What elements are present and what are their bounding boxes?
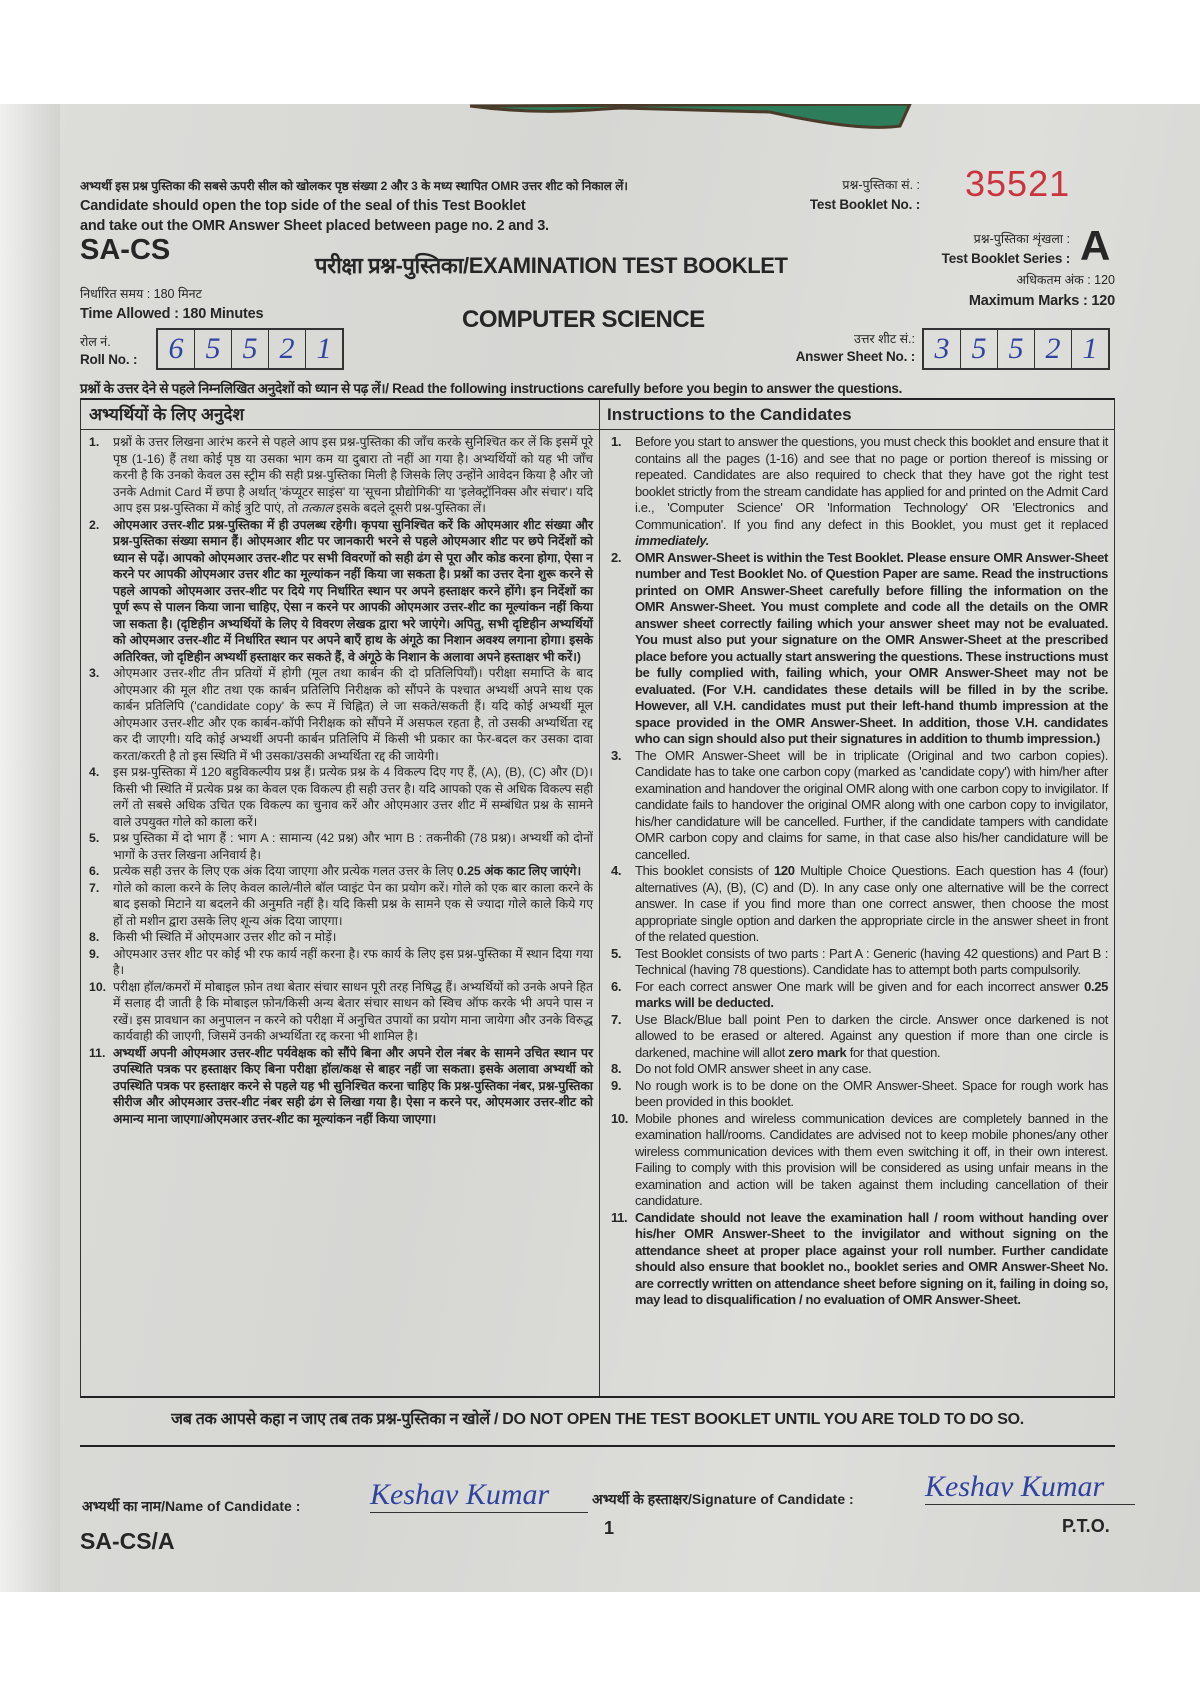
instruction-item (611, 946, 1108, 979)
instruction-text (113, 979, 593, 1045)
instruction-number: 1. (611, 434, 622, 449)
roll-no-label-hi: रोल नं. (80, 335, 111, 349)
instructions-box (80, 398, 1115, 1398)
instruction-number: 8. (89, 930, 100, 944)
instruction-text (113, 434, 593, 517)
instruction-number: 7. (89, 880, 100, 895)
instruction-text-segment: गोले को काला करने के लिए केवल काले/नीले बॉल प्वाइंट पेन का प्रयोग करें। गोले को एक बार काला करने के बाद इसको मिटाने या बदलने की अनुमति नहीं है। यदि किसी प्रश्न के सामने एक से ज्यादा गोले काले किये गए हों तो मशीन द्वारा उसके लिए शून्य अंक दिया जाएगा। (113, 880, 593, 928)
instruction-text-segment: OMR Answer-Sheet is within the Test Booklet. Please ensure OMR Answer-Sheet number and Test Booklet No. of Question Paper are same. Read the instructions printed on OMR Answer-Sheet carefully before filling the information on the OMR Answer-Sheet. You must complete and code all the details on the OMR answer sheet correctly failing which your answer sheet may not be evaluated. You must also put your signature on the OMR Answer-Sheet at the prescribed place before you actually start answering the questions. These instructions must be fully complied with, failing which, your OMR Answer-Sheet may not be evaluated. (For V.H. candidates these details will be filled in by the scribe. However, all V.H. candidates must put their left-hand thumb impression at the space provided in the OMR Answer-Sheet. In addition, those V.H. candidates who can sign should also put their signatures in addition to thumb impression.) (635, 549, 1108, 746)
instruction-item (611, 748, 1108, 864)
instruction-item (89, 517, 593, 666)
instruction-number: 3. (611, 747, 622, 763)
instruction-text-segment: 120 (773, 863, 795, 878)
roll-digit: 1 (316, 332, 332, 365)
instruction-text-segment: Test Booklet consists of two parts : Part A : Generic (having 42 questions) and Part B : Technical (having 78 questions). Candidate has to attempt both parts compulsorily. (635, 945, 1108, 977)
instruction-text (635, 550, 1108, 748)
instruction-item (611, 1111, 1108, 1210)
instruction-text (635, 1012, 1108, 1062)
page-edge-shadow (0, 104, 60, 1592)
instruction-item (611, 1061, 1108, 1078)
instruction-number: 3. (89, 666, 100, 680)
answer-sheet-digit: 1 (1082, 332, 1098, 365)
instruction-text (113, 517, 593, 666)
instruction-text-segment: Multiple Choice Questions. Each question has 4 (four) alternatives (A), (B), (C) and (D). In any case only one alternative will be the correct answer. In case if you find more than one correct answer, then choose the most appropriate single option and darken the appropriate circle in the answer sheet in front of the related question. (635, 863, 1108, 944)
instruction-item (89, 434, 593, 517)
instruction-text-segment: Mobile phones and wireless communication devices are completely banned in the examination hall/rooms. Candidates are advised not to keep mobile phones/any other wireless communication devices with them even switching it off, in their own interest. Failing to comply with this provision will be considered as using unfair means in the examination and action will be taken against them including cancellation of their candidature. (635, 1110, 1108, 1208)
instruction-text-segment: परीक्षा हॉल/कमरों में मोबाइल फ़ोन तथा बेतार संचार साधन पूरी तरह निषिद्ध हैं। अभ्यर्थियों को उनके अपने हित में सलाह दी जाती है कि मोबाइल फ़ोन/किसी अन्य बेतार संचार साधन को स्विच ऑफ करके भी अपने पास न रखें। इस प्रावधान का अनुपालन न करने को परीक्षा में अनुचित उपायों का प्रयोग माना जायेगा और उनके विरुद्ध कार्यवाही की जाएगी, जिसमें उनकी अभ्यर्थिता रद्द करना भी शामिल है। (113, 979, 593, 1043)
instruction-text (635, 1061, 1108, 1078)
instruction-number: 10. (89, 979, 107, 994)
instruction-text-segment: प्रश्नों के उत्तर लिखना आरंभ करने से पहले आप इस प्रश्न-पुस्तिका की जाँच करके सुनिश्चित कर लें कि इसमें पूरे पृष्ठ (1-16) हैं तथा कोई पृष्ठ या उसका भाग कम या दुबारा तो नहीं आ गया है। अभ्यर्थियों को यह भी जाँच करनी है कि उनको केवल उस स्ट्रीम की सही प्रश्न-पुस्तिका मिली है जिसके लिए उन्होंने आवेदन किया है और जो उनके Admit Card में छपा है अर्थात् 'कंप्यूटर साइंस' या 'सूचना प्रौद्योगिकी' या 'इलेक्ट्रॉनिक्स और संचार'। यदि आप इस प्रश्न-पुस्तिका में कोई त्रुटि पाएं, तो (113, 435, 593, 515)
instruction-text (635, 863, 1108, 946)
instruction-item (89, 979, 593, 1045)
instruction-text (635, 1210, 1108, 1309)
instruction-number: 2. (611, 549, 622, 565)
instruction-number: 4. (89, 765, 100, 779)
roll-no-boxes (156, 328, 344, 370)
instruction-text (113, 929, 593, 946)
instructions-list-english (611, 434, 1108, 1309)
max-marks-en: Maximum Marks : 120 (968, 293, 1115, 309)
answer-sheet-digit: 2 (1035, 330, 1072, 368)
seal-notice (80, 176, 628, 236)
time-allowed-hi: निर्धारित समय : 180 मिनट (80, 287, 202, 301)
instruction-text-segment: For each correct answer One mark will be given and for each incorrect answer (635, 978, 1085, 994)
answer-sheet-label (720, 330, 915, 366)
booklet-no-label-en: Test Booklet No. : (809, 197, 920, 212)
instruction-item (611, 863, 1108, 946)
instruction-number: 11. (89, 1045, 106, 1060)
answer-sheet-digit: 5 (961, 330, 998, 368)
instruction-number: 4. (611, 863, 622, 878)
time-allowed (80, 284, 263, 324)
instructions-heading-hindi: अभ्यर्थियों के लिए अनुदेश (81, 400, 599, 430)
instruction-text-segment: This booklet consists of (635, 863, 774, 878)
instruction-item (611, 1210, 1108, 1309)
instruction-number: 10. (611, 1110, 629, 1126)
answer-sheet-label-en: Answer Sheet No. : (795, 349, 915, 364)
series-label-en: Test Booklet Series : (941, 251, 1070, 266)
instruction-number: 7. (611, 1011, 622, 1027)
instructions-heading-english: Instructions to the Candidates (599, 400, 1114, 430)
candidate-name-value[interactable]: Keshav Kumar (370, 1478, 588, 1513)
instruction-text (635, 434, 1108, 550)
instruction-item (89, 946, 593, 979)
instruction-item (89, 863, 593, 880)
instruction-text (635, 1111, 1108, 1210)
max-marks (860, 270, 1115, 312)
instruction-item (89, 1045, 593, 1128)
instruction-text (113, 830, 593, 863)
instruction-text-segment: The OMR Answer-Sheet will be in triplicate (Original and two carbon copies). Candidate has to take one carbon copy (marked as 'candidate copy') with him/her after examination and handover the original OMR along with one carbon copy to invigilator. If candidate fails to handover the original OMR along with one carbon copy to invigilator, his/her candidature will be cancelled. Further, if the candidate tampers with candidate OMR carbon copy and claims for same, in that case also his/her candidature will be cancelled. (635, 747, 1108, 862)
instruction-item (611, 979, 1108, 1012)
instruction-text-segment: इस प्रश्न-पुस्तिका में 120 बहुविकल्पीय प्रश्न हैं। प्रत्येक प्रश्न के 4 विकल्प दिए गए हैं, (A), (B), (C) और (D)। किसी भी स्थिति में प्रत्येक प्रश्न का केवल एक विकल्प ही सही उत्तर है। यदि आपको एक से अधिक विकल्प सही लगें तो सबसे अधिक उचित एक विकल्प का चुनाव करें और ओएमआर उत्तर शीट में सम्बंधित प्रश्न के सामने वाले उपयुक्त गोले को काला करें। (113, 765, 593, 829)
series-label (860, 230, 1070, 268)
instruction-text-segment: प्रत्येक सही उत्तर के लिए एक अंक दिया जाएगा और प्रत्येक गलत उत्तर के लिए (113, 864, 457, 878)
answer-sheet-digit: 3 (924, 330, 961, 368)
instruction-item (611, 1078, 1108, 1111)
instruction-text-segment: ओएमआर उत्तर शीट पर कोई भी रफ कार्य नहीं करना है। रफ कार्य के लिए इस प्रश्न-पुस्तिका में स्थान दिया गया है। (113, 946, 593, 977)
paper-code: SA-CS (80, 234, 171, 266)
instruction-item (89, 764, 593, 830)
page-number: 1 (604, 1518, 615, 1538)
instruction-number: 11. (611, 1209, 628, 1225)
time-allowed-en: Time Allowed : 180 Minutes (80, 306, 264, 322)
instruction-number: 5. (611, 945, 622, 961)
series-label-hi: प्रश्न-पुस्तिका शृंखला : (973, 232, 1070, 246)
roll-digit: 6 (158, 330, 195, 368)
instruction-text-segment: immediately. (635, 533, 710, 548)
instruction-text-segment: for that question. (846, 1044, 941, 1060)
instruction-number: 1. (89, 435, 100, 449)
seal-notice-line-1: Candidate should open the top side of the seal of this Test Booklet (80, 198, 526, 214)
subject-title: COMPUTER SCIENCE (462, 306, 705, 333)
instruction-item (89, 929, 593, 946)
instruction-text-segment: Candidate should not leave the examination hall / room without handing over his/her OMR Answer-Sheet to the invigilator and without signing on the attendance sheet at proper place against your roll number. Further candidate should also ensure that booklet no., booklet series and OMR Answer-Sheet No. are correctly written on attendance sheet before signing on it, failing in doing so, may lead to disqualification / no evaluation of OMR Answer-Sheet. (635, 1209, 1108, 1307)
pto-label: P.T.O. (1062, 1516, 1110, 1536)
instructions-list-hindi (89, 434, 593, 1127)
roll-digit: 5 (232, 330, 269, 368)
instruction-item (89, 665, 593, 764)
instruction-text (113, 1045, 593, 1128)
instruction-item (89, 830, 593, 863)
footer-rule (80, 1445, 1115, 1447)
instruction-text-segment: किसी भी स्थिति में ओएमआर उत्तर शीट को न मोड़ें। (113, 930, 337, 944)
instruction-text (113, 880, 593, 930)
paper-code-series: SA-CS/A (80, 1528, 175, 1554)
candidate-name-label: अभ्यर्थी का नाम/Name of Candidate : (82, 1498, 301, 1514)
instruction-item (611, 1012, 1108, 1062)
instruction-text-segment: ओएमआर उत्तर-शीट प्रश्न-पुस्तिका में ही उपलब्ध रहेगी। कृपया सुनिश्चित करें कि ओएमआर शीट संख्या और प्रश्न-पुस्तिका संख्या समान हैं। ओएमआर शीट पर जानकारी भरने से पहले ओएमआर शीट पर छपे निर्देशों को ध्यान से पढ़ें। आपको ओएमआर उत्तर-शीट पर सभी विवरणों को सही ढंग से पूरा और कोड करना होगा, ऐसा न करने पर आपकी ओएमआर उत्तर शीट का मूल्यांकन नहीं किया जा सकता है। प्रश्नों का उत्तर देना शुरू करने से पहले आपको ओएमआर उत्तर-शीट पर दिये गए निर्धारित स्थान पर अपने हस्ताक्षर करने होंगे। इन निर्देशों का पूर्ण रूप से पालन किया जाना चाहिए, ऐसा न करने पर आपकी ओएमआर उत्तर-शीट का मूल्यांकन नहीं किया जा सकता है। (दृष्टिहीन अभ्यर्थियों के लिए ये विवरण लेखक द्वारा भरे जाएंगे। अपितु, सभी दृष्टिहीन अभ्यर्थियों को ओएमआर उत्तर-शीट में निर्धारित स्थान पर अपने बाएँ हाथ के अंगूठे का निशान अवश्य लगाना होगा। इसके अतिरिक्त, जो दृष्टिहीन अभ्यर्थी हस्ताक्षर कर सकते हैं, वे अंगूठे के निशान के अलावा अपने हस्ताक्षर भी करें।) (113, 517, 593, 664)
instruction-text-segment: Before you start to answer the questions, you must check this booklet and ensure that it contains all the pages (1-16) and see that no page or portion thereof is missing or repeated. Candidates are also required to check that they have got the right test booklet strictly from the stream candidate has applied for and printed on the Admit Card i.e., 'Computer Science' OR 'Information Technology' OR 'Electronics and Communication'. If you find any defect in this Booklet, you must get it replaced (635, 434, 1108, 532)
instruction-number: 5. (89, 831, 100, 845)
instruction-text-segment: इसके बदले दूसरी प्रश्न-पुस्तिका लें। (332, 501, 486, 515)
roll-no-label-en: Roll No. : (80, 352, 138, 367)
instruction-text-segment: ओएमआर उत्तर-शीट तीन प्रतियों में होगी (मूल तथा कार्बन की दो प्रतिलिपियाँ)। परीक्षा समाप्ति के बाद ओएमआर की मूल शीट तथा एक कार्बन प्रतिलिपि निरीक्षक को सौंपने के पश्चात अभ्यर्थी अपने साथ एक कार्बन प्रतिलिपि ('candidate copy' के रूप में चिह्नित) ले जा सकते/सकती हैं। यदि कोई अभ्यर्थी मूल ओएमआर उत्तर-शीट और एक कार्बन-कॉपी निरीक्षक को सौंपने में असफल रहता है, तो उसकी अभ्यर्थिता रद्द कर दी जाएगी। यदि कोई अभ्यर्थी अपनी कार्बन प्रतिलिपि में किसी भी प्रकार का फेर-बदल कर उसका दावा करता/करती है तो इस स्थिति में भी उसका/उसकी अभ्यर्थिता रद्द की जायेगी। (113, 666, 593, 763)
instruction-text-segment: Do not fold OMR answer sheet in any case. (635, 1061, 872, 1076)
instruction-item (611, 434, 1108, 550)
instruction-text-segment: प्रश्न पुस्तिका में दो भाग हैं : भाग A : सामान्य (42 प्रश्न) और भाग B : तकनीकी (78 प्रश्न)। अभ्यर्थी को दोनों भागों के उत्तर लिखना अनिवार्य है। (113, 831, 593, 862)
do-not-open-notice: जब तक आपसे कहा न जाए तब तक प्रश्न-पुस्तिका न खोलें / DO NOT OPEN THE TEST BOOKLET UNTIL YOU ARE TOLD TO DO SO. (171, 1411, 1024, 1428)
instruction-number: 9. (611, 1077, 622, 1093)
instruction-text (635, 946, 1108, 979)
roll-digit: 5 (195, 330, 232, 368)
instruction-text-segment: अभ्यर्थी अपनी ओएमआर उत्तर-शीट पर्यवेक्षक को सौंपे बिना और अपने रोल नंबर के सामने उचित स्थान पर उपस्थिति पत्रक पर हस्ताक्षर किए बिना परीक्षा हॉल/कक्ष से बाहर नहीं जा सकता। इसके अलावा अभ्यर्थी को उपस्थिति पत्रक पर हस्ताक्षर करने से पहले यह भी सुनिश्चित करना चाहिए कि प्रश्न-पुस्तिका नंबर, प्रश्न-पुस्तिका सीरीज और ओएमआर उत्तर-शीट नंबर सही ढंग से लिखा गया है। ऐसा न करने पर, ओएमआर उत्तर-शीट को अमान्य माना जाएगा/ओएमआर उत्तर-शीट का मूल्यांकन नहीं किया जाएगा। (113, 1045, 593, 1126)
instruction-text-segment: No rough work is to be done on the OMR Answer-Sheet. Space for rough work has been provided in this booklet. (635, 1077, 1108, 1109)
read-instructions-line: प्रश्नों के उत्तर देने से पहले निम्नलिखित अनुदेशों को ध्यान से पढ़ लें।/ Read the following instructions carefully before you begin to answer the questions. (80, 381, 903, 396)
instruction-text (113, 665, 593, 764)
instruction-text (635, 979, 1108, 1012)
instruction-text (113, 946, 593, 979)
instruction-number: 6. (89, 864, 100, 878)
instruction-text-segment: 0.25 marks will be deducted. (635, 978, 1108, 1010)
column-divider (599, 400, 600, 1396)
page-title: परीक्षा प्रश्न-पुस्तिका/EXAMINATION TEST BOOKLET (315, 253, 788, 278)
instruction-text (113, 764, 593, 830)
instruction-text (113, 863, 593, 880)
booklet-no-label (740, 176, 920, 214)
signature-label: अभ्यर्थी के हस्ताक्षर/Signature of Candidate : (592, 1491, 854, 1507)
seal-notice-line-2: and take out the OMR Answer Sheet placed between page no. 2 and 3. (80, 218, 549, 234)
instruction-text-segment: 0.25 अंक काट लिए जाएंगे। (456, 864, 582, 878)
answer-sheet-digit: 5 (998, 330, 1035, 368)
instruction-text (635, 748, 1108, 864)
answer-sheet-boxes (922, 328, 1110, 370)
booklet-no-label-hi: प्रश्न-पुस्तिका सं. : (842, 178, 920, 192)
candidate-signature[interactable]: Keshav Kumar (925, 1470, 1135, 1505)
answer-sheet-label-hi: उत्तर शीट सं.: (854, 332, 915, 346)
max-marks-hi: अधिकतम अंक : 120 (1016, 273, 1115, 287)
series-value: A (1080, 222, 1111, 269)
instruction-text-segment: zero mark (788, 1044, 847, 1060)
instruction-number: 9. (89, 946, 100, 961)
instruction-text-segment: Use Black/Blue ball point Pen to darken the circle. Answer once darkened is not allowed to be erased or altered. Against any question if more than one circle is darkened, machine will allot (635, 1011, 1108, 1060)
roll-digit: 2 (269, 330, 306, 368)
instruction-number: 2. (89, 517, 100, 532)
instruction-item (89, 880, 593, 930)
booklet-number: 35521 (965, 163, 1071, 204)
instruction-item (611, 550, 1108, 748)
instruction-text-segment: तत्काल (301, 501, 333, 515)
instruction-number: 6. (611, 978, 622, 994)
seal-notice-hindi: अभ्यर्थी इस प्रश्न पुस्तिका की सबसे ऊपरी सील को खोलकर पृष्ठ संख्या 2 और 3 के मध्य स्थापित OMR उत्तर शीट को निकाल लें। (80, 179, 628, 193)
instruction-text (635, 1078, 1108, 1111)
instruction-number: 8. (611, 1061, 622, 1076)
roll-no-label (80, 333, 137, 369)
binder-clip-icon (470, 104, 940, 132)
